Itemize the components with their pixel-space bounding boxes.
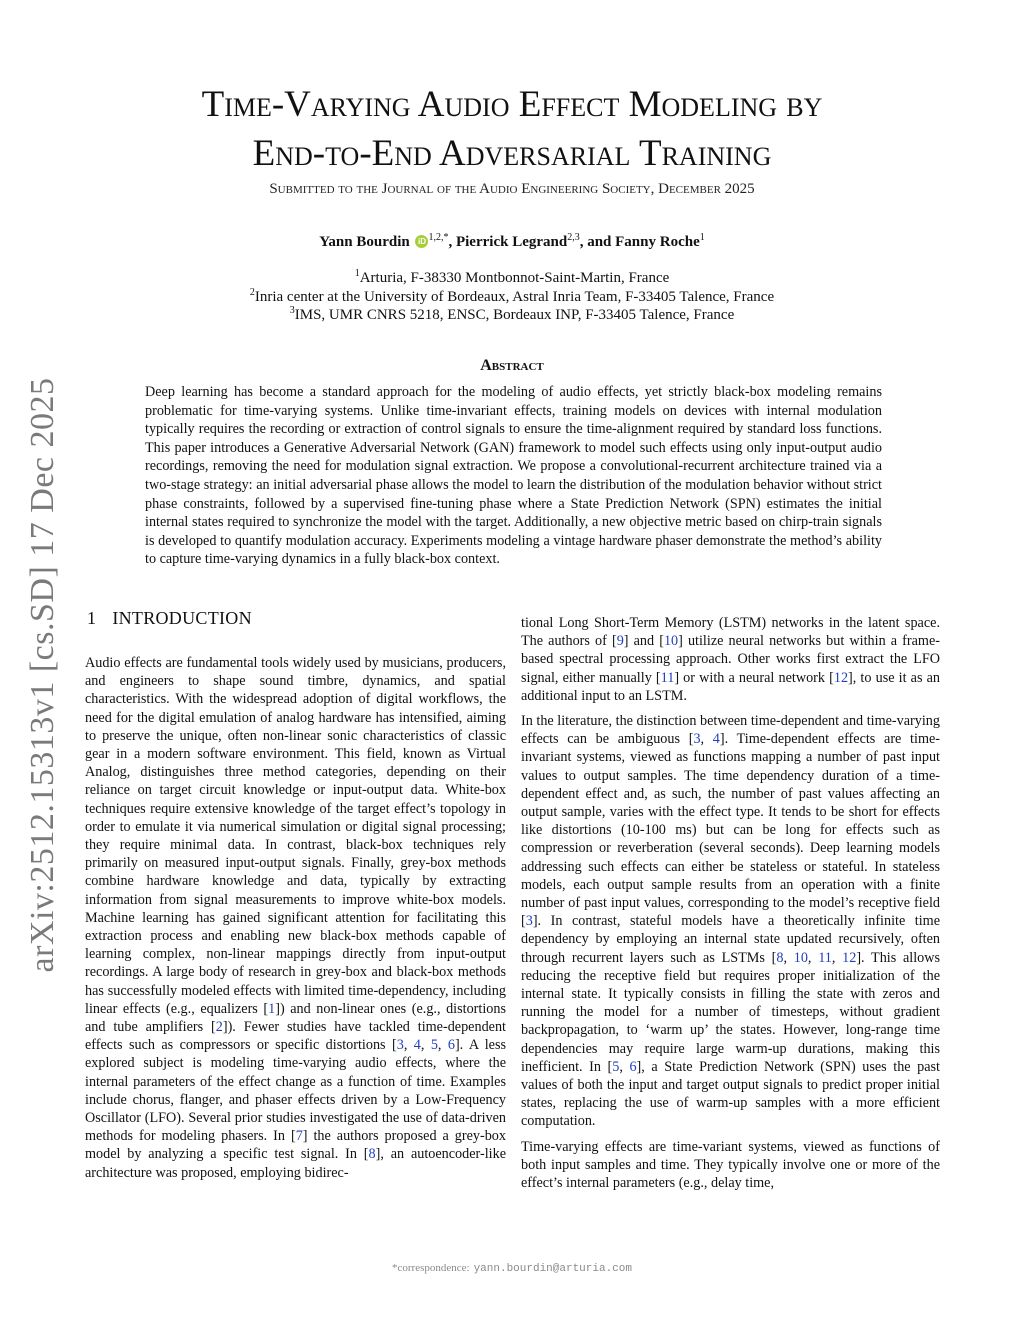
citation-link[interactable]: 2 bbox=[215, 1019, 223, 1036]
body-text: ]. In contrast, stateful models have a theoretically infinite time dependency by employing an internal state updated recursively, often through recurrent layers such as LSTMs [ bbox=[521, 913, 940, 966]
citation-link[interactable]: 11 bbox=[818, 949, 832, 966]
body-text: , bbox=[403, 1037, 414, 1054]
author-list bbox=[0, 232, 1024, 251]
body-text: , bbox=[831, 949, 843, 966]
citation-link[interactable]: 1 bbox=[268, 1000, 276, 1017]
body-text: , bbox=[700, 731, 713, 748]
section-number: 1 bbox=[87, 608, 97, 628]
body-text: In the literature, the distinction between time-dependent and time-varying effects can be ambiguous [ bbox=[521, 713, 940, 748]
section-title: INTRODUCTION bbox=[112, 608, 252, 628]
arxiv-id: arXiv:2512.15313v1 [cs.SD] 17 Dec 2025 bbox=[24, 377, 61, 973]
body-text: ] the authors proposed a grey-box model by analyzing a specific test signal. In [ bbox=[85, 1128, 506, 1163]
author-affil-marker: 2,3 bbox=[567, 232, 580, 243]
paper-subtitle: Submitted to the Journal of the Audio Engineering Society, December 2025 bbox=[269, 181, 755, 197]
author-name: Yann Bourdin bbox=[319, 234, 410, 250]
body-text: ]). Fewer studies have tackled time-dependent effects such as compressors or specific distortions [ bbox=[85, 1019, 506, 1054]
section-heading bbox=[87, 608, 252, 629]
paper-title-line-2: End-to-End Adversarial Training bbox=[252, 133, 772, 174]
citation-link[interactable]: 12 bbox=[842, 949, 857, 966]
body-text: ], to use it as an additional input to an LSTM. bbox=[521, 669, 940, 704]
body-text: ] utilize neural networks but within a frame-based spectral processing approach. Other works first extract the LFO signal, either manually [ bbox=[521, 633, 940, 686]
right-column bbox=[521, 614, 940, 1199]
body-text: , bbox=[807, 949, 819, 966]
body-text: ]. A less explored subject is modeling time-varying audio effects, where the internal parameters of the effect change as a function of time. Examples include chorus, flanger, and phaser effects driven by a Low-Frequency Oscillator (LFO). Several prior studies investigated the use of data-driven methods for modeling phasers. In [ bbox=[85, 1037, 506, 1145]
body-text: ]) and non-linear ones (e.g., distortions and tube amplifiers [ bbox=[85, 1000, 506, 1036]
body-text: tional Long Short-Term Memory (LSTM) networks in the latent space. The authors of [ bbox=[521, 615, 940, 650]
paper-title-line-1: Time-Varying Audio Effect Modeling by bbox=[201, 84, 823, 125]
body-text: ] or with a neural network [ bbox=[674, 669, 834, 686]
body-paragraph bbox=[521, 1138, 940, 1193]
citation-link[interactable]: 5 bbox=[430, 1037, 438, 1054]
body-text: , bbox=[783, 949, 794, 966]
citation-link[interactable]: 3 bbox=[396, 1037, 404, 1054]
affiliation-3: $^3$IMS, UMR CNRS 5218, ENSC, Bordeaux INP, F-33405 Talence, France bbox=[289, 305, 735, 323]
citation-link[interactable]: 9 bbox=[616, 633, 624, 650]
author-affil-marker: 1,2,* bbox=[428, 232, 449, 243]
left-column bbox=[85, 654, 506, 1189]
citation-link[interactable]: 4 bbox=[712, 731, 720, 748]
orcid-icon[interactable]: iD bbox=[415, 235, 428, 248]
correspondence-label: *correspondence: bbox=[391, 1262, 470, 1274]
body-text: ] and [ bbox=[623, 633, 664, 650]
author-name: , and Fanny Roche bbox=[579, 234, 700, 250]
abstract-body: Deep learning has become a standard approach for the modeling of audio effects, yet strictly black-box modeling remains problematic for time-varying systems. Unlike time-invariant effects, training models on devices with internal modulation typically requires the recording or extraction of control signals to ensure the time-alignment required by standard loss functions. This paper introduces a Generative Adversarial Network (GAN) framework to model such effects using only input-output audio recordings, removing the need for modulation signal extraction. We propose a convolutional-recurrent architecture trained via a two-stage strategy: an initial adversarial phase allows the model to learn the distribution of the modulation behavior without strict phase constraints, followed by a supervised fine-tuning phase where a State Prediction Network (SPN) estimates the initial internal states required to synchronize the model with the target. Additionally, a new objective metric based on chirp-train signals is developed to quantify modulation accuracy. Experiments modeling a vintage hardware phaser demonstrate the method’s ability to capture time-varying dynamics in a fully black-box context. bbox=[145, 384, 882, 568]
citation-link[interactable]: 12 bbox=[833, 669, 849, 686]
citation-link[interactable]: 10 bbox=[793, 949, 808, 966]
body-paragraph bbox=[521, 712, 940, 1131]
citation-link[interactable]: 11 bbox=[660, 669, 675, 686]
citation-link[interactable]: 3 bbox=[693, 731, 701, 748]
citation-link[interactable]: 10 bbox=[663, 633, 679, 650]
correspondence-email[interactable]: yann.bourdin@arturia.com bbox=[473, 1263, 632, 1275]
footer-correspondence bbox=[0, 1262, 1024, 1275]
citation-link[interactable]: 8 bbox=[368, 1146, 376, 1163]
citation-link[interactable]: 7 bbox=[295, 1128, 303, 1145]
body-text: ]. Time-dependent effects are time-invariant systems, viewed as functions mapping a number of past input values to output samples. The time dependency duration of a time-dependent effect and, as such, the number of past values affecting an output sample, varies with the effect type. It tends to be short for effects like distortions (10-100 ms) but can be long for effects such as compression or reverberation (several seconds). Deep learning models addressing such effects can either be stateless or stateful. In stateless models, each output sample results from an operation with a finite number of past input values, corresponding to the model’s receptive field [ bbox=[521, 731, 940, 930]
body-text: , bbox=[619, 1058, 630, 1075]
body-text: ], an autoencoder-like architecture was proposed, employing bidirec- bbox=[85, 1146, 506, 1181]
body-paragraph bbox=[521, 614, 940, 705]
abstract-heading: Abstract bbox=[480, 357, 544, 374]
arxiv-sidebar-stamp bbox=[12, 375, 74, 975]
citation-link[interactable]: 8 bbox=[776, 949, 784, 966]
body-paragraph bbox=[85, 654, 506, 1182]
body-text: Audio effects are fundamental tools widely used by musicians, producers, and engineers to shape sound timbre, dynamics, and spatial characteristics. With the widespread adoption of digital workflows, the need for the digital emulation of analog hardware has intensified, aiming to preserve the unique, often non-linear sonic characteristics of classic gear in a modern software environment. This field, known as Virtual Analog, distinguishes three method categories, depending on their reliance on target circuit knowledge or input-output data. White-box techniques require extensive knowledge of the target effect’s topology in order to emulate it via numerical simulation or digital signal processing; they require minimal data. In contrast, black-box techniques rely primarily on measured input-output signals. Finally, grey-box methods combine hardware knowledge and data, typically by extracting information from signal measurements to improve white-box models. Machine learning has gained significant attention for facilitating this extraction process and enabling new black-box methods capable of learning complex, non-linear mappings directly from input-output recordings. A large body of research in grey-box and black-box methods has successfully modeled effects with limited time-dependency, including linear effects (e.g., equalizers [ bbox=[85, 655, 506, 1017]
body-text: ]. This allows reducing the receptive field but requires proper initialization of the internal state. It typically consists in filling the state with zeros and running the model for a number of timesteps, without gradient backpropagation, to ‘warm up’ the states. However, long-range time dependencies may require large warm-up durations, making this inefficient. In [ bbox=[521, 949, 941, 1075]
citation-link[interactable]: 5 bbox=[612, 1058, 620, 1075]
author-name: , Pierrick Legrand bbox=[448, 234, 568, 250]
citation-link[interactable]: 4 bbox=[413, 1037, 421, 1054]
citation-link[interactable]: 6 bbox=[447, 1037, 455, 1054]
body-text: , bbox=[437, 1037, 448, 1054]
affiliation-2: $^2$Inria center at the University of Bordeaux, Astral Inria Team, F-33405 Talence, France bbox=[249, 287, 775, 305]
body-text: ], a State Prediction Network (SPN) uses the past values of both the input and target output signals to predict proper initial states, replacing the use of warm-up samples with a more efficient computation. bbox=[521, 1058, 940, 1130]
author-affil-marker: 1 bbox=[699, 232, 705, 243]
affiliation-1: $^1$Arturia, F-38330 Montbonnot-Saint-Martin, France bbox=[354, 268, 670, 286]
citation-link[interactable]: 6 bbox=[629, 1058, 637, 1075]
body-text: Time-varying effects are time-variant systems, viewed as functions of both input samples and time. They typically involve one or more of the effect’s internal parameters (e.g., delay time, bbox=[521, 1138, 940, 1192]
body-text: , bbox=[420, 1037, 431, 1054]
citation-link[interactable]: 3 bbox=[525, 913, 533, 930]
